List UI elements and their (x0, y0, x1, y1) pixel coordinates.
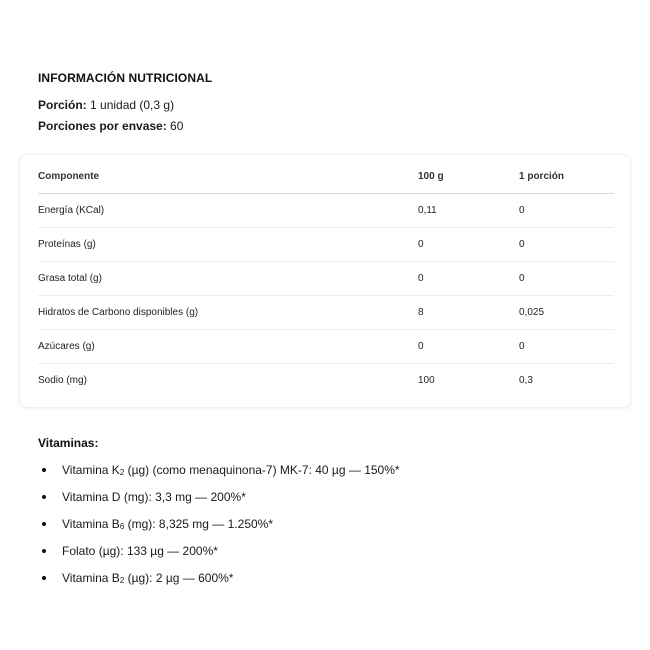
cell-component: Azúcares (g) (38, 329, 418, 363)
bullet-icon (42, 495, 46, 499)
cell-component: Sodio (mg) (38, 374, 87, 386)
vitamin-detail: (mg): 8,325 mg — 1.250%* (124, 517, 273, 531)
table-row (38, 329, 614, 363)
list-item (38, 462, 400, 489)
cell-100g: 8 (418, 295, 519, 329)
table-header-row (38, 160, 614, 193)
vitamin-subscript: 6 (119, 522, 125, 531)
servings-value: 60 (166, 119, 184, 133)
servings-line (38, 118, 614, 134)
cell-portion: 0,025 (519, 295, 614, 329)
vitamin-subscript: 2 (119, 576, 125, 585)
column-header-component: Componente (38, 160, 418, 193)
cell-100g: 0 (418, 261, 519, 295)
bullet-icon (42, 549, 46, 553)
bullet-icon (42, 468, 46, 472)
portion-line (38, 97, 614, 113)
table-row (38, 295, 614, 329)
vitamin-name: Vitamina D (62, 490, 121, 504)
vitamin-detail: (µg): 2 µg — 600%* (124, 571, 234, 585)
vitamin-name: Vitamina K (62, 463, 120, 477)
list-item (38, 489, 400, 516)
column-header-portion: 1 porción (519, 160, 614, 193)
nutrition-table-card (19, 154, 631, 408)
list-item (38, 516, 400, 543)
table-row (38, 363, 614, 397)
list-item (38, 570, 400, 597)
column-header-100g: 100 g (418, 160, 519, 193)
vitamins-list (38, 462, 400, 597)
servings-label: Porciones por envase: (38, 119, 167, 133)
vitamin-detail: (µg) (como menaquinona-7) MK-7: 40 µg — 150%* (124, 463, 400, 477)
nutrition-header (38, 70, 614, 134)
table-row (38, 227, 614, 261)
portion-label: Porción: (38, 98, 87, 112)
cell-100g: 100 (418, 374, 435, 386)
table-row (38, 193, 614, 227)
portion-value: 1 unidad (0,3 g) (86, 98, 175, 112)
vitamin-name: Vitamina B (62, 517, 120, 531)
nutrition-table (38, 160, 614, 397)
bullet-icon (42, 576, 46, 580)
bullet-icon (42, 522, 46, 526)
vitamins-title: Vitaminas: (38, 436, 99, 450)
cell-100g: 0 (418, 227, 519, 261)
cell-component: Proteínas (g) (38, 227, 418, 261)
vitamin-name: Folato (62, 544, 96, 558)
cell-100g: 0,11 (418, 193, 519, 227)
vitamin-detail: (µg): 133 µg — 200%* (95, 544, 218, 558)
vitamin-subscript: 2 (119, 468, 125, 477)
section-title: INFORMACIÓN NUTRICIONAL (38, 71, 213, 85)
cell-portion: 0 (519, 261, 614, 295)
cell-component: Hidratos de Carbono disponibles (g) (38, 295, 418, 329)
table-row (38, 261, 614, 295)
cell-portion: 0 (519, 193, 614, 227)
cell-100g: 0 (418, 329, 519, 363)
cell-portion: 0 (519, 329, 614, 363)
list-item (38, 543, 400, 570)
vitamin-name: Vitamina B (62, 571, 120, 585)
cell-portion: 0 (519, 227, 614, 261)
vitamin-detail: (mg): 3,3 mg — 200%* (120, 490, 246, 504)
cell-portion: 0,3 (519, 374, 533, 386)
cell-component: Grasa total (g) (38, 261, 418, 295)
cell-component: Energía (KCal) (38, 193, 418, 227)
